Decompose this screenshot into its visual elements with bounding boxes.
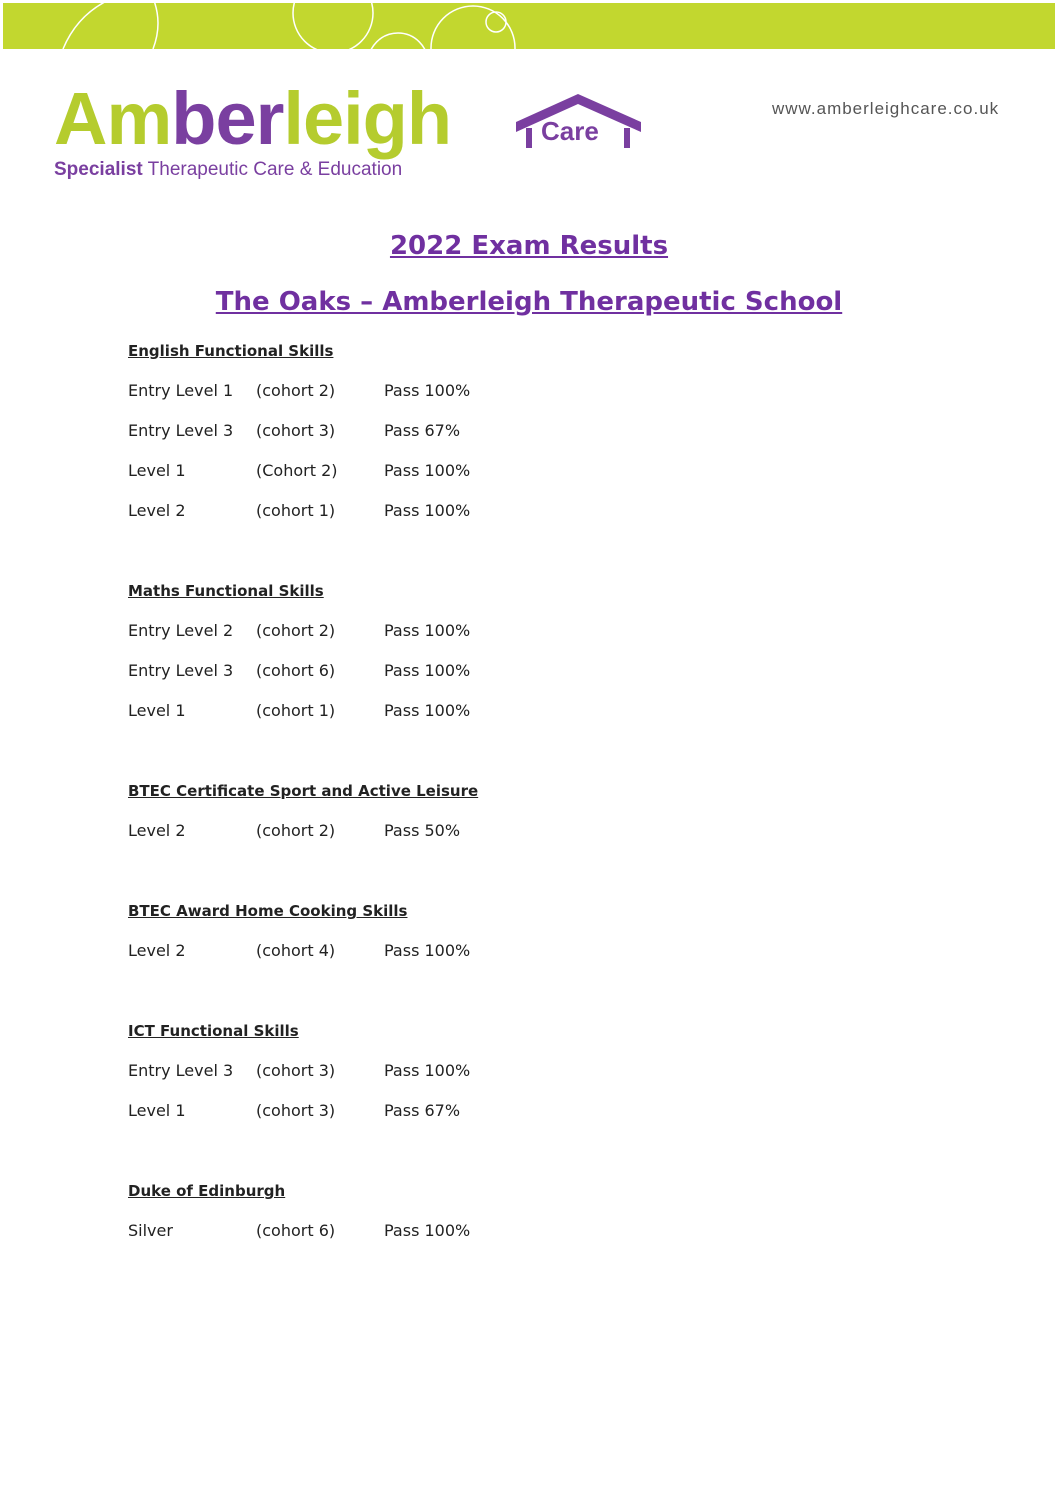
level-cell: Entry Level 2	[128, 621, 234, 640]
result-row	[128, 819, 828, 859]
logo-tagline: Specialist Therapeutic Care & Education	[54, 159, 403, 180]
section-heading: BTEC Certificate Sport and Active Leisure	[128, 782, 479, 800]
result-row	[128, 499, 828, 539]
result-row	[128, 939, 828, 979]
header-band	[3, 3, 1055, 49]
section-maths	[128, 579, 828, 739]
logo-care-text: Care	[541, 116, 599, 146]
level-cell: Entry Level 3	[128, 661, 234, 680]
cohort-cell: (cohort 3)	[256, 1101, 336, 1120]
section-heading: Maths Functional Skills	[128, 582, 324, 600]
level-cell: Silver	[128, 1221, 173, 1240]
section-heading: ICT Functional Skills	[128, 1022, 299, 1040]
section-english	[128, 339, 828, 539]
cohort-cell: (cohort 4)	[256, 941, 336, 960]
level-cell: Level 2	[128, 821, 186, 840]
result-cell: Pass 100%	[384, 621, 471, 640]
result-cell: Pass 100%	[384, 1061, 471, 1080]
section-duke-of-edinburgh	[128, 1179, 828, 1259]
result-row	[128, 1219, 828, 1259]
results-content	[128, 339, 828, 1299]
result-row	[128, 419, 828, 459]
result-cell: Pass 100%	[384, 461, 471, 480]
cohort-cell: (Cohort 2)	[256, 461, 338, 480]
result-cell: Pass 100%	[384, 661, 471, 680]
result-row	[128, 1059, 828, 1099]
cohort-cell: (cohort 6)	[256, 1221, 336, 1240]
section-heading: English Functional Skills	[128, 342, 334, 360]
cohort-cell: (cohort 3)	[256, 421, 336, 440]
section-btec-cooking	[128, 899, 828, 979]
document-title: 2022 Exam Results	[389, 231, 669, 261]
cohort-cell: (cohort 1)	[256, 501, 336, 520]
level-cell: Entry Level 3	[128, 1061, 234, 1080]
result-row	[128, 659, 828, 699]
result-cell: Pass 100%	[384, 701, 471, 720]
result-cell: Pass 100%	[384, 381, 471, 400]
result-cell: Pass 100%	[384, 941, 471, 960]
level-cell: Level 1	[128, 1101, 186, 1120]
cohort-cell: (cohort 3)	[256, 1061, 336, 1080]
level-cell: Level 2	[128, 501, 186, 520]
section-ict	[128, 1019, 828, 1139]
logo-wordmark: Amberleigh	[54, 77, 452, 160]
level-cell: Entry Level 1	[128, 381, 234, 400]
decorative-circles-graphic	[3, 3, 1055, 49]
section-heading: BTEC Award Home Cooking Skills	[128, 902, 408, 920]
document-subtitle: The Oaks – Amberleigh Therapeutic School	[215, 287, 843, 317]
section-btec-sport	[128, 779, 828, 859]
cohort-cell: (cohort 1)	[256, 701, 336, 720]
website-url: www.amberleighcare.co.uk	[772, 99, 1000, 118]
result-row	[128, 619, 828, 659]
cohort-cell: (cohort 2)	[256, 381, 336, 400]
level-cell: Level 1	[128, 461, 186, 480]
result-row	[128, 459, 828, 499]
result-cell: Pass 100%	[384, 501, 471, 520]
result-row	[128, 379, 828, 419]
section-heading: Duke of Edinburgh	[128, 1182, 286, 1200]
result-cell: Pass 100%	[384, 1221, 471, 1240]
result-cell: Pass 67%	[384, 421, 461, 440]
level-cell: Entry Level 3	[128, 421, 234, 440]
level-cell: Level 1	[128, 701, 186, 720]
cohort-cell: (cohort 6)	[256, 661, 336, 680]
result-row	[128, 1099, 828, 1139]
level-cell: Level 2	[128, 941, 186, 960]
cohort-cell: (cohort 2)	[256, 821, 336, 840]
result-cell: Pass 67%	[384, 1101, 461, 1120]
cohort-cell: (cohort 2)	[256, 621, 336, 640]
result-cell: Pass 50%	[384, 821, 461, 840]
result-row	[128, 699, 828, 739]
